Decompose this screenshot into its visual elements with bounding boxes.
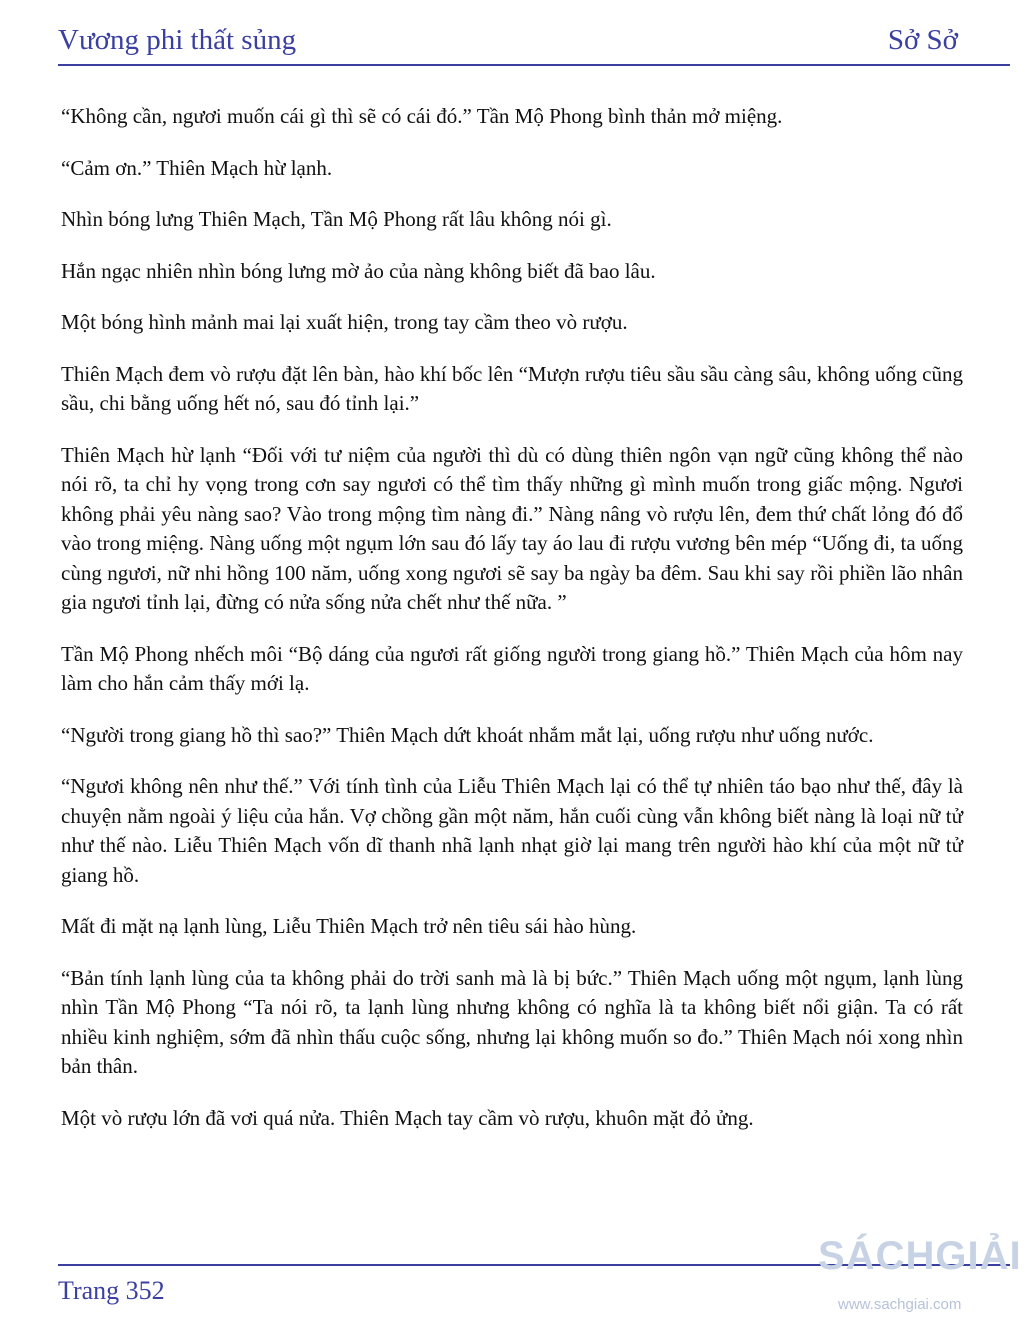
paragraph: Một vò rượu lớn đã vơi quá nửa. Thiên Mạch tay cầm vò rượu, khuôn mặt đỏ ửng. (61, 1105, 754, 1130)
watermark (818, 1226, 1024, 1325)
paragraph: Tần Mộ Phong nhếch môi “Bộ dáng của ngươi rất giống người trong giang hồ.” Thiên Mạch của hôm nay làm cho hắn cảm thấy mới lạ. (61, 641, 963, 695)
paragraph: Nhìn bóng lưng Thiên Mạch, Tần Mộ Phong rất lâu không nói gì. (61, 207, 612, 231)
paragraph: Một bóng hình mảnh mai lại xuất hiện, trong tay cầm theo vò rượu. (61, 310, 628, 334)
paragraph: Thiên Mạch đem vò rượu đặt lên bàn, hào khí bốc lên “Mượn rượu tiêu sầu sầu càng sâu, không uống cũng sầu, chi bằng uống hết nó, sau đó tỉnh lại.” (61, 361, 963, 415)
book-author: Sở Sở (887, 24, 958, 56)
watermark-logo: SÁCHGIẢI (818, 1234, 1022, 1278)
paragraph: “Cảm ơn.” Thiên Mạch hừ lạnh. (61, 155, 333, 180)
paragraph: “Bản tính lạnh lùng của ta không phải do trời sanh mà là bị bức.” Thiên Mạch uống một ngụm, lạnh lùng nhìn Tần Mộ Phong “Ta nói rõ, ta lạnh lùng nhưng không có nghĩa là ta không biết nổi giận. Ta có rất nhiều kinh nghiệm, sớm đã nhìn thấu cuộc sống, nhưng lại không muốn so đo.” Thiên Mạch nói xong nhìn bản thân. (61, 965, 963, 1078)
paragraph: “Không cần, ngươi muốn cái gì thì sẽ có cái đó.” Tần Mộ Phong bình thản mở miệng. (61, 104, 783, 128)
page-number: Trang 352 (58, 1276, 165, 1305)
paragraph: “Người trong giang hồ thì sao?” Thiên Mạch dứt khoát nhắm mắt lại, uống rượu như uống nước. (61, 722, 874, 747)
paragraph: Thiên Mạch hừ lạnh “Đối với tư niệm của người thì dù có dùng thiên ngôn vạn ngữ cũng không thể nào nói rõ, ta chỉ hy vọng trong cơn say ngươi có thể tìm thấy những gì mình muốn trong giấc mộng. Ngươi không phải yêu nàng sao? Vào trong mộng tìm nàng đi.” Nàng nâng vò rượu lên, đem thứ chất lỏng đó đổ vào trong miệng. Nàng uống một ngụm lớn sau đó lấy tay áo lau đi rượu vương bên mép “Uống đi, ta uống cùng ngươi, nữ nhi hồng 100 năm, uống xong ngươi sẽ say ba ngày ba đêm. Sau khi say rồi phiền lão nhân gia ngươi tỉnh lại, đừng có nửa sống nửa chết như thế nữa. ” (61, 442, 963, 614)
page-header (58, 22, 1010, 66)
book-title: Vương phi thất sủng (58, 24, 297, 56)
header-divider (58, 64, 1010, 66)
paragraph: Hắn ngạc nhiên nhìn bóng lưng mờ ảo của nàng không biết đã bao lâu. (61, 258, 656, 283)
page-body (61, 102, 963, 1155)
paragraph: “Ngươi không nên như thế.” Với tính tình của Liễu Thiên Mạch lại có thể tự nhiên táo bạo như thế, đây là chuyện nằm ngoài ý liệu của hắn. Vợ chồng gần một năm, hắn cuối cùng vẫn không biết nàng là loại nữ tử như thế nào. Liễu Thiên Mạch vốn dĩ thanh nhã lạnh nhạt giờ lại mang trên người hào khí của một nữ tử giang hồ. (61, 774, 963, 887)
paragraph: Mất đi mặt nạ lạnh lùng, Liễu Thiên Mạch trở nên tiêu sái hào hùng. (61, 914, 637, 938)
watermark-url: www.sachgiai.com (838, 1296, 962, 1313)
